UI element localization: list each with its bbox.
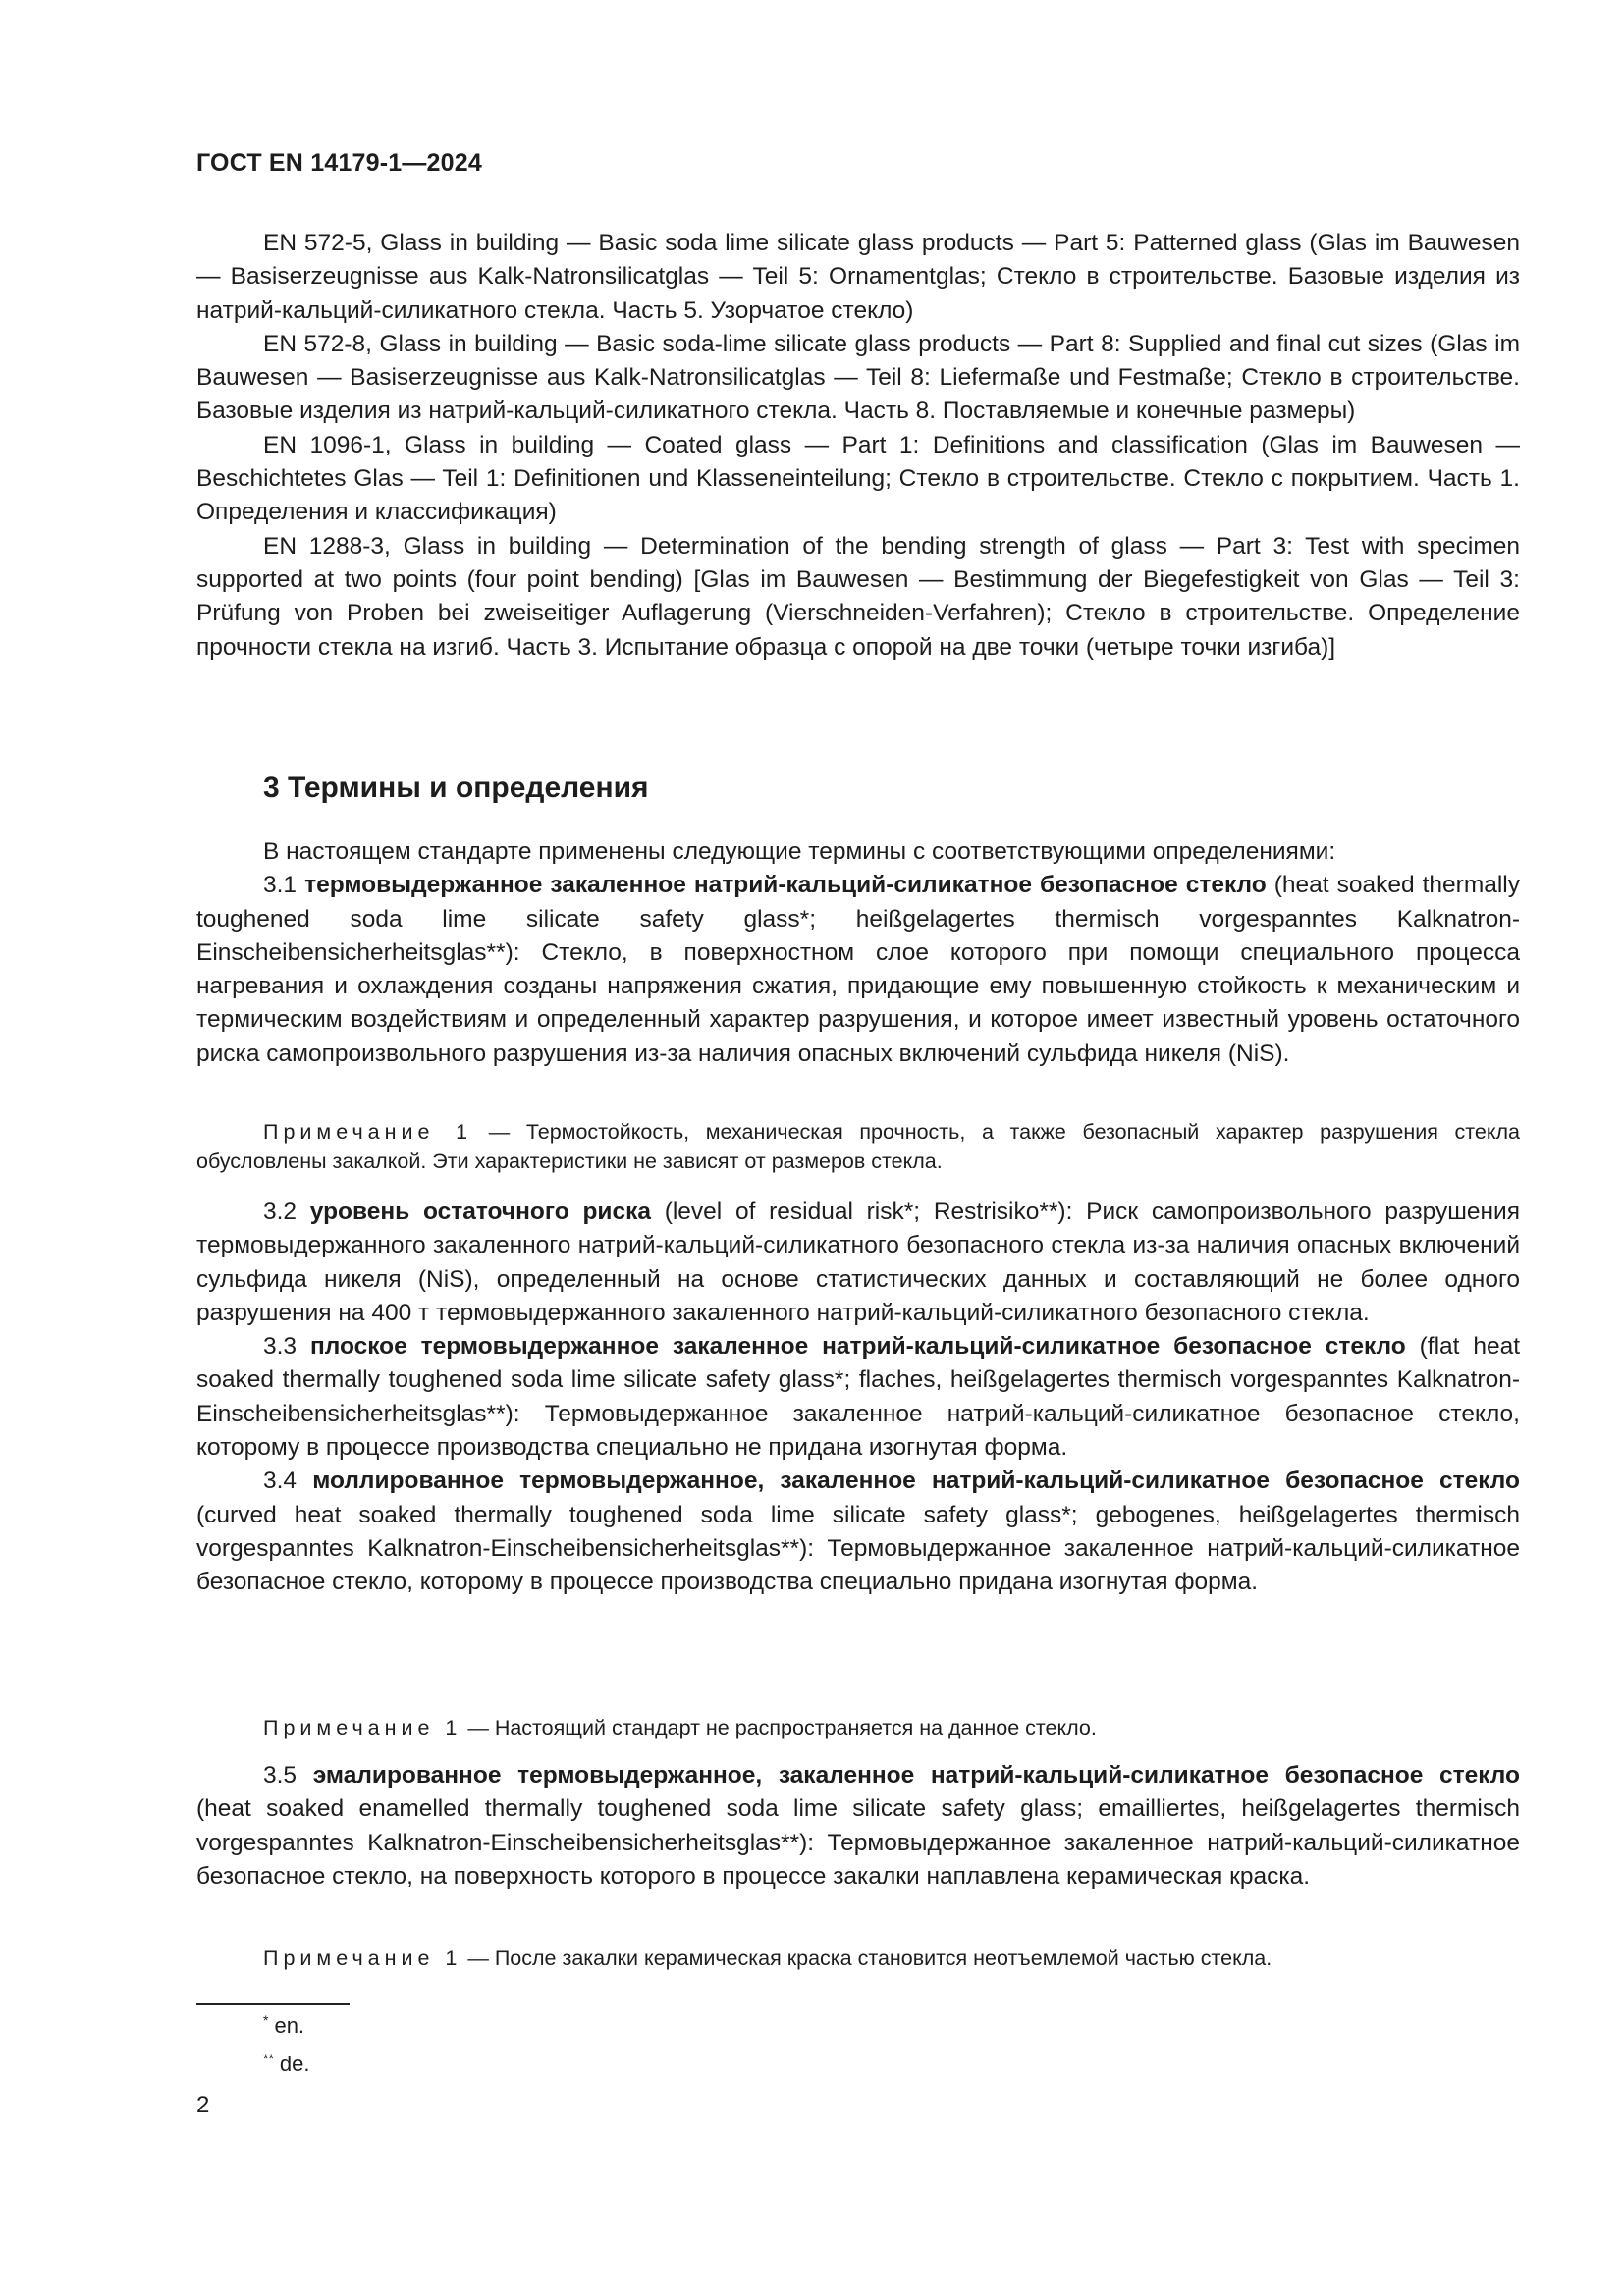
note-1: Примечание 1 — Термостойкость, механическая прочность, а также безопасный характер разрушения стекла обусловлены закалкой. Эти характеристики не зависят от размеров стекла. xyxy=(196,1120,1520,1173)
note-label: Примечание 1 xyxy=(263,1716,462,1739)
reference-item: EN 1288-3, Glass in building — Determination of the bending strength of glass — Part 3: Test with specimen supported at two points (four point bending) [Glas im Bauwesen — Bestimmung der Biegefestigkeit von Glas — Teil 3: Prüfung von Proben bei zweiseitiger Auflagerung (Vierschneiden-Verfahren); Стекло в строительстве. Определение прочности стекла на изгиб. Часть 3. Испытание образца с опорой на две точки (четыре точки изгиба)] xyxy=(196,532,1520,661)
term-3-3: 3.3 плоское термовыдержанное закаленное натрий-кальций-силикатное безопасное стекло (flat heat soaked thermally toughened soda lime silicate safety glass*; flaches, heißgelagertes thermisch vorgespanntes Kalknatron-Einscheibensicherheitsglas**): Термовыдержанное закаленное натрий-кальций-силикатное безопасное стекло, которому в процессе производства специально не придана изогнутая форма. xyxy=(196,1333,1520,1462)
section-heading: 3 Термины и определения xyxy=(263,772,649,804)
normative-references xyxy=(196,227,1520,665)
terms-block-2 xyxy=(196,1196,1520,1600)
term-title: плоское термовыдержанное закаленное натрий-кальций-силикатное безопасное стекло xyxy=(309,1333,1406,1361)
terms-block-3 xyxy=(196,1759,1520,1894)
term-title: термовыдержанное закаленное натрий-кальций-силикатное безопасное стекло xyxy=(304,872,1267,899)
reference-item: EN 572-5, Glass in building — Basic soda lime silicate glass products — Part 5: Patterned glass (Glas im Bauwesen — Basiserzeugnisse aus Kalk-Natronsilicatglas — Teil 5: Ornamentglas; Стекло в строительстве. Базовые изделия из натрий-кальций-силикатного стекла. Часть 5. Узорчатое стекло) xyxy=(196,230,1520,324)
footnote: ** de. xyxy=(263,2051,310,2076)
term-title: эмалированное термовыдержанное, закаленное натрий-кальций-силикатное безопасное стекло xyxy=(312,1762,1521,1789)
note-2: Примечание 1 — Настоящий стандарт не распространяется на данное стекло. xyxy=(263,1716,1097,1739)
terms-block-1 xyxy=(196,835,1520,1071)
document-header: ГОСТ EN 14179-1—2024 xyxy=(196,149,482,177)
term-title: моллированное термовыдержанное, закаленное натрий-кальций-силикатное безопасное стекло xyxy=(312,1468,1520,1495)
term-title: уровень остаточного риска xyxy=(309,1199,651,1225)
note-label: Примечание 1 xyxy=(263,1120,473,1144)
term-3-1: 3.1 термовыдержанное закаленное натрий-кальций-силикатное безопасное стекло (heat soaked thermally toughened soda lime silicate safety glass*; heißgelagertes thermisch vorgespanntes Kalknatron-Einscheibensicherheitsglas**): Стекло, в поверхностном слое которого при помощи специального процесса нагревания и охлаждения созданы напряжения сжатия, придающие ему повышенную стойкость к механическим и термическим воздействиям и определенный характер разрушения, и которое имеет известный уровень остаточного риска самопроизвольного разрушения из-за наличия опасных включений сульфида никеля (NiS). xyxy=(196,872,1520,1067)
note-label: Примечание 1 xyxy=(263,1947,462,1970)
note-3: Примечание 1 — После закалки керамическая краска становится неотъемлемой частью стекла. xyxy=(263,1947,1272,1970)
page-number: 2 xyxy=(196,2092,210,2118)
term-3-5: 3.5 эмалированное термовыдержанное, закаленное натрий-кальций-силикатное безопасное стекло (heat soaked enamelled thermally toughened soda lime silicate safety glass; emailliertes, heißgelagertes thermisch vorgespanntes Kalknatron-Einscheibensicherheitsglas**): Термовыдержанное закаленное натрий-кальций-силикатное безопасное стекло, на поверхность которого в процессе закалки наплавлена керамическая краска. xyxy=(196,1762,1521,1890)
reference-item: EN 1096-1, Glass in building — Coated glass — Part 1: Definitions and classification (Glas im Bauwesen — Beschichtetes Glas — Teil 1: Definitionen und Klasseneinteilung; Стекло в строительстве. Стекло с покрытием. Часть 1. Определения и классификация) xyxy=(196,431,1520,526)
footnote-divider xyxy=(196,2003,350,2005)
section-intro: В настоящем стандарте применены следующие термины с соответствующими определениями: xyxy=(263,838,1336,865)
reference-item: EN 572-8, Glass in building — Basic soda-lime silicate glass products — Part 8: Supplied and final cut sizes (Glas im Bauwesen — Basiserzeugnisse aus Kalk-Natronsilicatglas — Teil 8: Liefermaße und Festmaße; Стекло в строительстве. Базовые изделия из натрий-кальций-силикатного стекла. Часть 8. Поставляемые и конечные размеры) xyxy=(196,330,1520,425)
term-3-2: 3.2 уровень остаточного риска (level of residual risk*; Restrisiko**): Риск самопроизвольного разрушения термовыдержанного закаленного натрий-кальций-силикатного безопасного стекла из-за наличия опасных включений сульфида никеля (NiS), определенный на основе статистических данных и составляющий не более одного разрушения на 400 т термовыдержанного закаленного натрий-кальций-силикатного безопасного стекла. xyxy=(196,1199,1520,1326)
footnote: * en. xyxy=(263,2012,305,2038)
term-3-4: 3.4 моллированное термовыдержанное, закаленное натрий-кальций-силикатное безопасное стекло (curved heat soaked thermally toughened soda lime silicate safety glass*; gebogenes, heißgelagertes thermisch vorgespanntes Kalknatron-Einscheibensicherheitsglas**): Термовыдержанное закаленное натрий-кальций-силикатное безопасное стекло, которому в процессе производства специально придана изогнутая форма. xyxy=(196,1468,1520,1596)
